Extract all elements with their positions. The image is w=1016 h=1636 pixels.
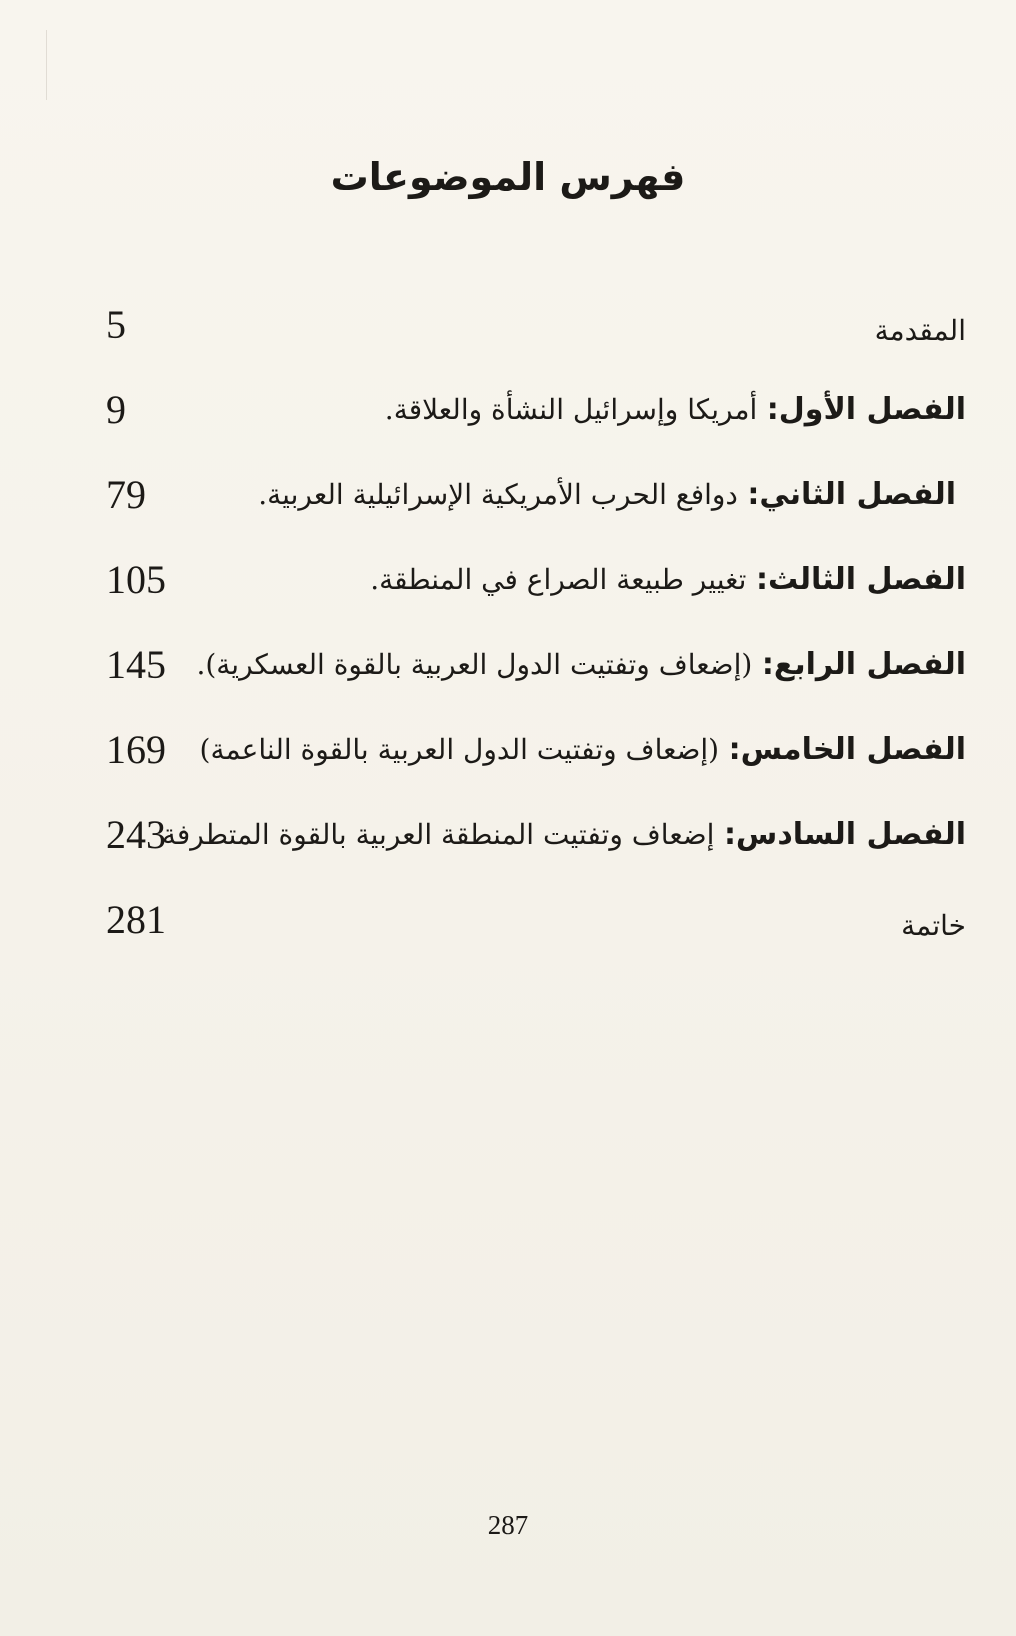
toc-entry-text	[196, 640, 966, 690]
toc-entry-chapter-3	[106, 555, 966, 640]
toc-entry-text	[370, 555, 966, 605]
toc-entry-page-number: 169	[106, 727, 166, 772]
chapter-label: الفصل السادس:	[723, 817, 966, 852]
toc-entry-chapter-6	[106, 810, 966, 895]
toc-entry-chapter-2	[106, 470, 966, 555]
toc-entry-introduction	[106, 300, 966, 385]
chapter-title: (إضعاف وتفتيت الدول العربية بالقوة العسكرية).	[196, 648, 753, 681]
page-number: 287	[487, 1510, 529, 1540]
toc-entry-title: المقدمة	[874, 314, 966, 347]
page-edge-mark	[46, 30, 47, 100]
toc-entry-text	[385, 385, 966, 435]
toc-entry-chapter-4	[106, 640, 966, 725]
toc-entry-page-number: 243	[106, 812, 166, 857]
toc-entry-title: خاتمة	[901, 909, 966, 942]
toc-entry-page-number: 79	[106, 472, 146, 517]
chapter-title: أمريكا وإسرائيل النشأة والعلاقة.	[384, 393, 758, 426]
toc-entry-page-number: 145	[106, 642, 166, 687]
toc-entry-text	[162, 810, 966, 860]
toc-entry-page-number: 281	[106, 897, 166, 942]
chapter-title: إضعاف وتفتيت المنطقة العربية بالقوة المتطرفة	[161, 818, 715, 851]
toc-entry-text	[258, 470, 956, 520]
chapter-label: الفصل الرابع:	[761, 647, 966, 682]
page-title: فهرس الموضوعات	[330, 155, 686, 199]
toc-entry-page-number: 5	[106, 302, 126, 347]
toc-entry-page-number: 105	[106, 557, 166, 602]
toc-entry-chapter-5	[106, 725, 966, 810]
chapter-label: الفصل الثاني:	[747, 477, 956, 512]
table-of-contents	[106, 300, 966, 980]
chapter-title: دوافع الحرب الأمريكية الإسرائيلية العربية.	[258, 478, 738, 511]
chapter-title: (إضعاف وتفتيت الدول العربية بالقوة الناعمة)	[199, 733, 720, 766]
toc-entry-chapter-1	[106, 385, 966, 470]
chapter-label: الفصل الأول:	[766, 392, 966, 427]
chapter-label: الفصل الخامس:	[728, 732, 966, 767]
toc-entry-text	[200, 725, 966, 775]
toc-entry-page-number: 9	[106, 387, 126, 432]
chapter-label: الفصل الثالث:	[756, 562, 966, 597]
toc-entry-conclusion	[106, 895, 966, 980]
chapter-title: تغيير طبيعة الصراع في المنطقة.	[370, 563, 747, 596]
